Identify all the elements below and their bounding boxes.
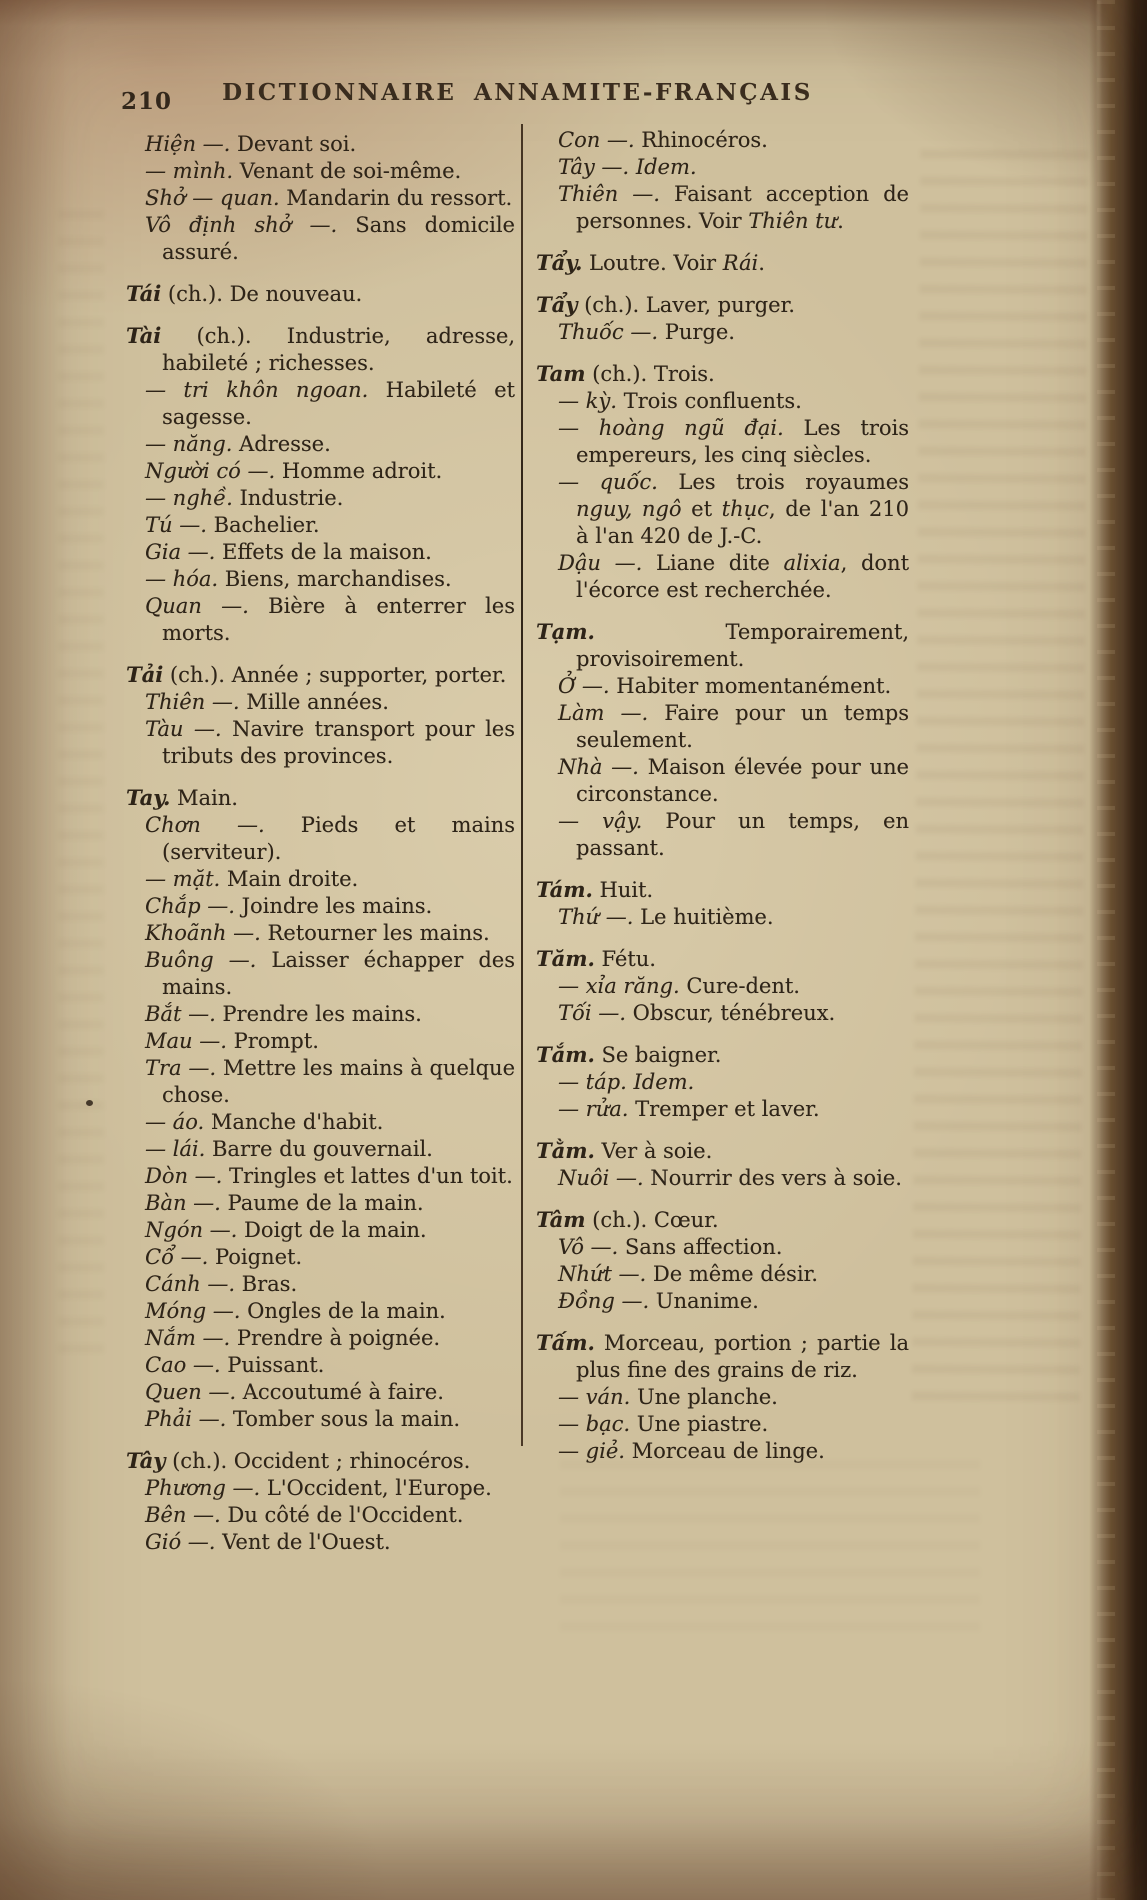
entry-definition: Temporairement, provisoirement.: [576, 620, 909, 671]
entry-term: thục: [721, 497, 769, 521]
dictionary-entry-main: [536, 1137, 909, 1165]
entry-headword: Tâm: [536, 1207, 586, 1232]
dictionary-entry-sub: [112, 566, 515, 593]
entry-term: Tra —.: [145, 1056, 217, 1080]
entry-definition: (ch.). Laver, purger.: [577, 293, 795, 317]
entry-definition: Habileté et sagesse.: [162, 378, 515, 429]
entry-term: — giẻ.: [558, 1439, 625, 1463]
dictionary-entry-sub: [536, 181, 909, 235]
ink-speck: [86, 1100, 93, 1106]
entry-definition: Mettre les mains à quelque chose.: [162, 1056, 515, 1107]
entry-definition: Une piastre.: [630, 1412, 769, 1436]
dictionary-entry-main: [112, 661, 515, 689]
dictionary-entry-sub: [536, 1438, 909, 1465]
entry-definition: Sans domicile assuré.: [162, 213, 515, 264]
dictionary-entry-sub: [536, 550, 909, 604]
dictionary-entry-main: [536, 1041, 909, 1069]
entry-definition: Devant soi.: [230, 132, 357, 156]
dictionary-entry-sub: [536, 1261, 909, 1288]
dictionary-entry-sub: [536, 673, 909, 700]
entry-term: — nghề.: [145, 486, 233, 510]
entry-definition: Trois confluents.: [616, 389, 802, 413]
entry-definition: Les trois empereurs, les cinq siècles.: [576, 416, 910, 467]
dictionary-column-right: [536, 127, 909, 1479]
dictionary-entry-sub: [112, 158, 515, 185]
entry-definition: L'Occident, l'Europe.: [260, 1476, 492, 1500]
entry-term: Phải —.: [145, 1407, 227, 1431]
entry-definition: Bachelier.: [206, 513, 320, 537]
bleedthrough-texture: [58, 210, 104, 1360]
entry-term: Thứ —.: [558, 905, 634, 929]
entry-term: Gió —.: [145, 1530, 216, 1554]
dictionary-entry-sub: [536, 904, 909, 931]
entry-term: Vô —.: [558, 1235, 619, 1259]
dictionary-column-left: [112, 131, 515, 1570]
entry-definition: De même désir.: [646, 1262, 818, 1286]
entry-group: [536, 945, 909, 1027]
entry-term: Chơn —.: [145, 813, 265, 837]
entry-definition: Prendre les mains.: [215, 1002, 422, 1026]
dictionary-entry-sub: [112, 893, 515, 920]
entry-group: [536, 1329, 909, 1465]
entry-definition: .: [837, 209, 844, 233]
entry-definition: Mille années.: [239, 690, 389, 714]
dictionary-entry-sub: [112, 920, 515, 947]
entry-term: Hiện —.: [145, 132, 231, 156]
entry-term: — ván.: [558, 1385, 631, 1409]
entry-definition: .: [758, 251, 765, 275]
dictionary-entry-sub: [536, 1165, 909, 1192]
entry-term: Ở —.: [558, 674, 610, 698]
entry-definition: Prompt.: [226, 1029, 319, 1053]
entry-definition: Tomber sous la main.: [226, 1407, 461, 1431]
entry-definition: Main.: [170, 786, 238, 810]
entry-term: Nhứt —.: [558, 1262, 647, 1286]
entry-definition: Pieds et mains (serviteur).: [162, 813, 515, 864]
entry-definition: Tringles et lattes d'un toit.: [222, 1164, 513, 1188]
bleedthrough-texture: [560, 1460, 980, 1640]
entry-definition: Retourner les mains.: [260, 921, 490, 945]
entry-definition: Homme adroit.: [275, 459, 443, 483]
entry-definition: Unanime.: [649, 1289, 759, 1313]
entry-definition: Joindre les mains.: [234, 894, 433, 918]
entry-term: Tú —.: [145, 513, 207, 537]
entry-definition: Accoutumé à faire.: [236, 1380, 444, 1404]
dictionary-entry-sub: [112, 1244, 515, 1271]
entry-term: — áo.: [145, 1110, 205, 1134]
entry-definition: Habiter momentanément.: [609, 674, 892, 698]
entry-definition: Effets de la maison.: [215, 540, 432, 564]
entry-definition: Ver à soie.: [594, 1139, 713, 1163]
entry-term: Nắm —.: [145, 1326, 231, 1350]
entry-headword: Tẩy: [536, 292, 578, 317]
entry-definition: Cure-dent.: [679, 974, 800, 998]
dictionary-entry-main: [536, 360, 909, 388]
entry-term: Gia —.: [145, 540, 216, 564]
entry-headword: Tài: [126, 323, 162, 348]
entry-definition: Doigt de la main.: [237, 1218, 427, 1242]
dictionary-entry-sub: [112, 539, 515, 566]
dictionary-entry-sub: [112, 1028, 515, 1055]
dictionary-entry-sub: [536, 388, 909, 415]
entry-definition: Barre du gouvernail.: [205, 1137, 433, 1161]
entry-definition: (ch.). De nouveau.: [161, 282, 363, 306]
dictionary-entry-sub: [536, 154, 909, 181]
entry-definition: et: [681, 497, 722, 521]
entry-definition: Paume de la main.: [220, 1191, 424, 1215]
dictionary-entry-sub: [112, 1055, 515, 1109]
entry-term: Nuôi —.: [558, 1166, 644, 1190]
entry-term: Idem.: [635, 155, 697, 179]
entry-term: Mau —.: [145, 1029, 227, 1053]
entry-term: Idem.: [633, 1070, 695, 1094]
entry-term: Thiên —.: [145, 690, 240, 714]
dictionary-entry-sub: [112, 947, 515, 1001]
entry-headword: Tái: [126, 281, 162, 306]
entry-term: — kỳ.: [558, 389, 617, 413]
entry-definition: Poignet.: [208, 1245, 303, 1269]
bleedthrough-texture: [912, 149, 1089, 1410]
entry-definition: Adresse.: [232, 432, 331, 456]
dictionary-entry-sub: [112, 512, 515, 539]
dictionary-entry-sub: [536, 754, 909, 808]
entry-term: — vậy.: [558, 809, 643, 833]
entry-group: [112, 784, 515, 1433]
dictionary-entry-sub: [536, 469, 909, 550]
entry-definition: Navire transport pour les tributs des provinces.: [162, 717, 515, 768]
entry-definition: Biens, marchandises.: [218, 567, 452, 591]
entry-headword: Tằm.: [536, 1138, 595, 1163]
entry-term: Quan —.: [145, 594, 249, 618]
entry-definition: , de l'an 210 à l'an 420 de J.-C.: [576, 497, 909, 548]
entry-term: Rái: [722, 251, 759, 275]
entry-group: [112, 131, 515, 266]
entry-group: [536, 876, 909, 931]
entry-headword: Tây: [126, 1448, 166, 1473]
entry-definition: Le huitième.: [633, 905, 774, 929]
entry-term: Shở — quan.: [145, 186, 280, 210]
dictionary-entry-sub: [112, 431, 515, 458]
entry-group: [112, 1447, 515, 1556]
entry-group: [536, 1206, 909, 1315]
entry-term: Khoãnh —.: [145, 921, 261, 945]
entry-definition: Les trois royaumes: [657, 470, 909, 494]
dictionary-entry-sub: [536, 1288, 909, 1315]
dictionary-entry-sub: [112, 1109, 515, 1136]
entry-term: — bạc.: [558, 1412, 631, 1436]
page-number: 210: [121, 88, 173, 115]
dictionary-entry-sub: [112, 1001, 515, 1028]
dictionary-entry-sub: [112, 1136, 515, 1163]
dictionary-entry-sub: [536, 1384, 909, 1411]
dictionary-entry-sub: [112, 1325, 515, 1352]
dictionary-entry-sub: [536, 415, 909, 469]
dictionary-entry-sub: [536, 1411, 909, 1438]
entry-definition: Morceau, portion ; partie la plus fine des grains de riz.: [576, 1331, 909, 1382]
entry-term: Chắp —.: [145, 894, 235, 918]
dictionary-entry-sub: [112, 812, 515, 866]
entry-definition: Manche d'habit.: [204, 1110, 384, 1134]
entry-term: Bắt —.: [145, 1002, 216, 1026]
entry-term: Cổ —.: [145, 1245, 209, 1269]
entry-definition: Prendre à poignée.: [230, 1326, 441, 1350]
entry-definition: Industrie.: [232, 486, 344, 510]
dictionary-entry-sub: [112, 185, 515, 212]
entry-headword: Tám.: [536, 877, 593, 902]
dictionary-entry-sub: [536, 973, 909, 1000]
entry-headword: Tẩy.: [536, 250, 583, 275]
entry-term: Tối —.: [558, 1001, 626, 1025]
entry-definition: Faire pour un temps seulement.: [576, 701, 910, 752]
book-edge-strip: [1089, 0, 1147, 1900]
entry-headword: Tải: [126, 662, 164, 687]
entry-term: Cao —.: [145, 1353, 221, 1377]
entry-term: Buông —.: [145, 948, 257, 972]
entry-term: — hoàng ngũ đại.: [558, 416, 784, 440]
entry-term: — mặt.: [145, 867, 221, 891]
entry-term: Dòn —.: [145, 1164, 223, 1188]
entry-term: Móng —.: [145, 1299, 241, 1323]
entry-group: [112, 661, 515, 770]
dictionary-entry-sub: [112, 866, 515, 893]
entry-definition: Main droite.: [220, 867, 359, 891]
entry-term: Đồng —.: [558, 1289, 650, 1313]
dictionary-entry-main: [536, 1206, 909, 1234]
entry-headword: Tăm.: [536, 946, 595, 971]
entry-definition: (ch.). Année ; supporter, porter.: [163, 663, 507, 687]
dictionary-entry-sub: [112, 716, 515, 770]
entry-term: — hóa.: [145, 567, 219, 591]
entry-term: nguy, ngô: [576, 497, 682, 521]
entry-group: [536, 1137, 909, 1192]
dictionary-entry-main: [536, 618, 909, 673]
entry-definition: Maison élevée pour une circonstance.: [576, 755, 909, 806]
dictionary-entry-sub: [536, 1000, 909, 1027]
entry-group: [536, 618, 909, 862]
entry-headword: Tay.: [126, 785, 171, 810]
entry-definition: Sans affection.: [618, 1235, 783, 1259]
entry-definition: Purge.: [658, 320, 735, 344]
dictionary-entry-sub: [536, 1096, 909, 1123]
dictionary-entry-sub: [536, 700, 909, 754]
dictionary-entry-sub: [112, 1163, 515, 1190]
entry-term: — xỉa răng.: [558, 974, 680, 998]
entry-term: — lái.: [145, 1137, 206, 1161]
entry-definition: Fétu.: [594, 947, 656, 971]
entry-definition: Bras.: [235, 1272, 298, 1296]
dictionary-entry-sub: [112, 1271, 515, 1298]
entry-term: Bàn —.: [145, 1191, 221, 1215]
dictionary-entry-sub: [112, 377, 515, 431]
dictionary-entry-sub: [536, 808, 909, 862]
entry-headword: Tấm.: [536, 1330, 595, 1355]
dictionary-entry-main: [112, 1447, 515, 1475]
dictionary-entry-sub: [112, 485, 515, 512]
dictionary-entry-sub: [536, 127, 909, 154]
entry-definition: (ch.). Cœur.: [585, 1208, 719, 1232]
entry-definition: Une planche.: [630, 1385, 778, 1409]
dictionary-entry-main: [536, 291, 909, 319]
entry-definition: , dont l'écorce est recherchée.: [576, 551, 910, 602]
entry-group: [536, 127, 909, 235]
entry-definition: (ch.). Trois.: [585, 362, 715, 386]
dictionary-entry-main: [536, 876, 909, 904]
entry-term: Con —.: [558, 128, 635, 152]
dictionary-entry-sub: [112, 1406, 515, 1433]
entry-group: [112, 280, 515, 308]
entry-definition: [629, 155, 636, 179]
entry-term: Thiên —.: [558, 182, 660, 206]
entry-definition: Se baigner.: [594, 1043, 722, 1067]
entry-definition: Faisant acception de personnes. Voir: [576, 182, 909, 233]
entry-term: — quốc.: [558, 470, 658, 494]
entry-term: alixia: [783, 551, 841, 575]
entry-definition: (ch.). Occident ; rhinocéros.: [165, 1449, 471, 1473]
dictionary-entry-sub: [112, 458, 515, 485]
entry-term: Thuốc —.: [558, 320, 659, 344]
entry-term: — năng.: [145, 432, 233, 456]
entry-term: — tri khôn ngoan.: [145, 378, 369, 402]
dictionary-entry-main: [536, 249, 909, 277]
entry-headword: Tạm.: [536, 619, 595, 644]
entry-definition: Puissant.: [220, 1353, 325, 1377]
dictionary-entry-sub: [112, 1352, 515, 1379]
entry-definition: Obscur, ténébreux.: [625, 1001, 836, 1025]
entry-definition: Laisser échapper des mains.: [162, 948, 515, 999]
dictionary-entry-sub: [536, 1234, 909, 1261]
page-title: DICTIONNAIRE ANNAMITE-FRANÇAIS: [222, 79, 813, 106]
dictionary-entry-sub: [112, 1379, 515, 1406]
entry-group: [536, 249, 909, 277]
dictionary-entry-sub: [112, 593, 515, 647]
dictionary-entry-sub: [536, 1069, 909, 1096]
dictionary-entry-main: [536, 945, 909, 973]
entry-definition: Tremper et laver.: [628, 1097, 820, 1121]
entry-term: Ngón —.: [145, 1218, 238, 1242]
dictionary-entry-sub: [112, 212, 515, 266]
entry-term: Làm —.: [558, 701, 649, 725]
entry-definition: Venant de soi-même.: [233, 159, 462, 183]
dictionary-entry-sub: [112, 1217, 515, 1244]
entry-headword: Tắm.: [536, 1042, 595, 1067]
dictionary-entry-sub: [112, 689, 515, 716]
dictionary-entry-sub: [112, 1502, 515, 1529]
entry-headword: Tam: [536, 361, 586, 386]
entry-term: Cánh —.: [145, 1272, 235, 1296]
entry-definition: Vent de l'Ouest.: [215, 1530, 391, 1554]
entry-term: Vô định shở —.: [145, 213, 338, 237]
entry-term: — mình.: [145, 159, 234, 183]
dictionary-entry-main: [112, 280, 515, 308]
dictionary-entry-sub: [536, 319, 909, 346]
dictionary-entry-main: [112, 322, 515, 377]
entry-term: Thiên tư: [748, 209, 838, 233]
entry-term: Tàu —.: [145, 717, 222, 741]
entry-term: Người có —.: [145, 459, 276, 483]
entry-definition: Nourrir des vers à soie.: [643, 1166, 902, 1190]
entry-term: — táp.: [558, 1070, 627, 1094]
dictionary-entry-sub: [112, 1475, 515, 1502]
dictionary-entry-sub: [112, 1298, 515, 1325]
entry-definition: Mandarin du ressort.: [279, 186, 513, 210]
entry-definition: Loutre. Voir: [582, 251, 723, 275]
dictionary-entry-sub: [112, 1529, 515, 1556]
entry-definition: Morceau de linge.: [624, 1439, 825, 1463]
entry-term: — rửa.: [558, 1097, 629, 1121]
dictionary-entry-main: [112, 784, 515, 812]
entry-definition: (ch.). Industrie, adresse, habileté ; richesses.: [161, 324, 515, 375]
entry-group: [536, 291, 909, 346]
entry-definition: Ongles de la main.: [240, 1299, 446, 1323]
dictionary-entry-sub: [112, 1190, 515, 1217]
entry-term: Tây —.: [558, 155, 630, 179]
dictionary-entry-sub: [112, 131, 515, 158]
entry-term: Bên —.: [145, 1503, 221, 1527]
entry-definition: Bière à enterrer les morts.: [162, 594, 515, 645]
entry-group: [536, 360, 909, 604]
entry-group: [112, 322, 515, 647]
entry-term: Dậu —.: [558, 551, 643, 575]
entry-term: Quen —.: [145, 1380, 237, 1404]
entry-group: [536, 1041, 909, 1123]
entry-term: Phương —.: [145, 1476, 261, 1500]
entry-definition: Pour un temps, en passant.: [576, 809, 909, 860]
entry-definition: Liane dite: [642, 551, 784, 575]
entry-term: Nhà —.: [558, 755, 639, 779]
column-divider-rule: [521, 124, 523, 1446]
entry-definition: Rhinocéros.: [634, 128, 768, 152]
entry-definition: Huit.: [592, 878, 654, 902]
dictionary-entry-main: [536, 1329, 909, 1384]
entry-definition: Du côté de l'Occident.: [220, 1503, 464, 1527]
